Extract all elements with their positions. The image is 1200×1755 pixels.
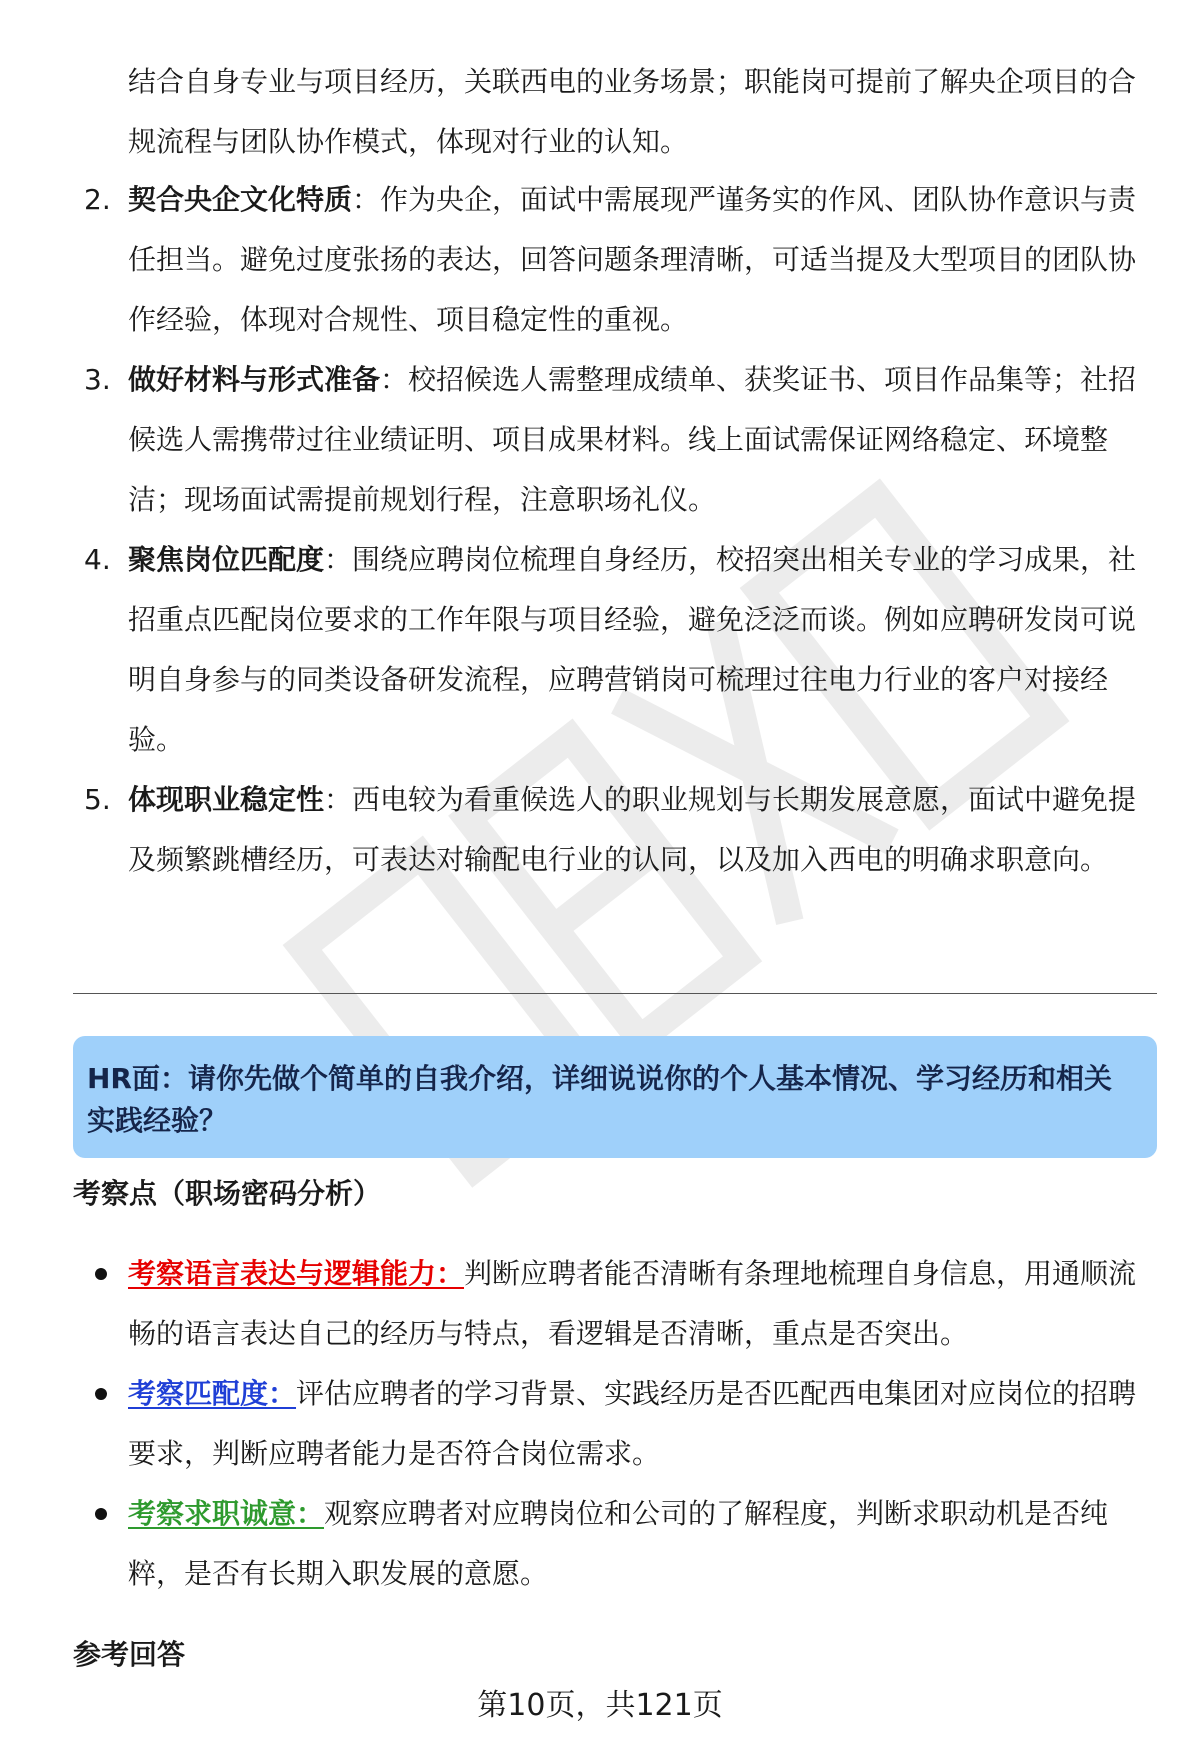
tips-list	[0, 170, 1200, 890]
bullet-item	[0, 1484, 1148, 1604]
item-title: 体现职业稳定性	[128, 783, 325, 816]
question-box	[73, 1036, 1157, 1158]
point-label: 考察求职诚意：	[128, 1497, 325, 1530]
bullet-dot-icon	[95, 1388, 107, 1400]
list-item	[0, 530, 1148, 770]
point-label: 考察匹配度：	[128, 1377, 297, 1410]
section-divider	[73, 993, 1157, 994]
bullet-item	[0, 1364, 1148, 1484]
list-number: 2.	[84, 183, 111, 216]
item-text: ：西电较为看重候选人的职业规划与长期发展意愿，面试中避免提及频繁跳槽经历，可表达对输配电行业的认同，以及加入西电的明确求职意向。	[128, 783, 1137, 876]
item-text: ：围绕应聘岗位梳理自身经历，校招突出相关专业的学习成果，社招重点匹配岗位要求的工作年限与项目经验，避免泛泛而谈。例如应聘研发岗可说明自身参与的同类设备研发流程，应聘营销岗可梳理过往电力行业的客户对接经验。	[128, 543, 1137, 756]
point-text: 判断应聘者能否清晰有条理地梳理自身信息，用通顺流畅的语言表达自己的经历与特点，看逻辑是否清晰，重点是否突出。	[128, 1257, 1137, 1350]
section-heading: 考察点（职场密码分析）	[73, 1177, 382, 1210]
item-text: ：作为央企，面试中需展现严谨务实的作风、团队协作意识与责任担当。避免过度张扬的表达，回答问题条理清晰，可适当提及大型项目的团队协作经验，体现对合规性、项目稳定性的重视。	[128, 183, 1137, 336]
point-text: 观察应聘者对应聘岗位和公司的了解程度，判断求职动机是否纯粹，是否有长期入职发展的意愿。	[128, 1497, 1109, 1590]
item-title: 契合央企文化特质	[128, 183, 353, 216]
points-list	[0, 1244, 1200, 1604]
question-text: HR面：请你先做个简单的自我介绍，详细说说你的个人基本情况、学习经历和相关实践经验？	[87, 1062, 1112, 1137]
continued-paragraph: 结合自身专业与项目经历，关联西电的业务场景；职能岗可提前了解央企项目的合规流程与团队协作模式，体现对行业的认知。	[128, 65, 1137, 158]
point-text: 评估应聘者的学习背景、实践经历是否匹配西电集团对应岗位的招聘要求，判断应聘者能力是否符合岗位需求。	[128, 1377, 1137, 1470]
bullet-dot-icon	[95, 1268, 107, 1280]
item-text: ：校招候选人需整理成绩单、获奖证书、项目作品集等；社招候选人需携带过往业绩证明、项目成果材料。线上面试需保证网络稳定、环境整洁；现场面试需提前规划行程，注意职场礼仪。	[128, 363, 1137, 516]
list-item	[0, 350, 1148, 530]
item-title: 做好材料与形式准备	[128, 363, 381, 396]
list-number: 3.	[84, 363, 111, 396]
list-item	[0, 170, 1148, 350]
point-label: 考察语言表达与逻辑能力：	[128, 1257, 465, 1290]
list-number: 5.	[84, 783, 111, 816]
bullet-item	[0, 1244, 1148, 1364]
list-number: 4.	[84, 543, 111, 576]
page-footer: 第10页，共121页	[477, 1688, 723, 1723]
list-item	[0, 770, 1148, 890]
item-title: 聚焦岗位匹配度	[128, 543, 325, 576]
bullet-dot-icon	[95, 1508, 107, 1520]
answer-heading: 参考回答	[73, 1638, 186, 1671]
